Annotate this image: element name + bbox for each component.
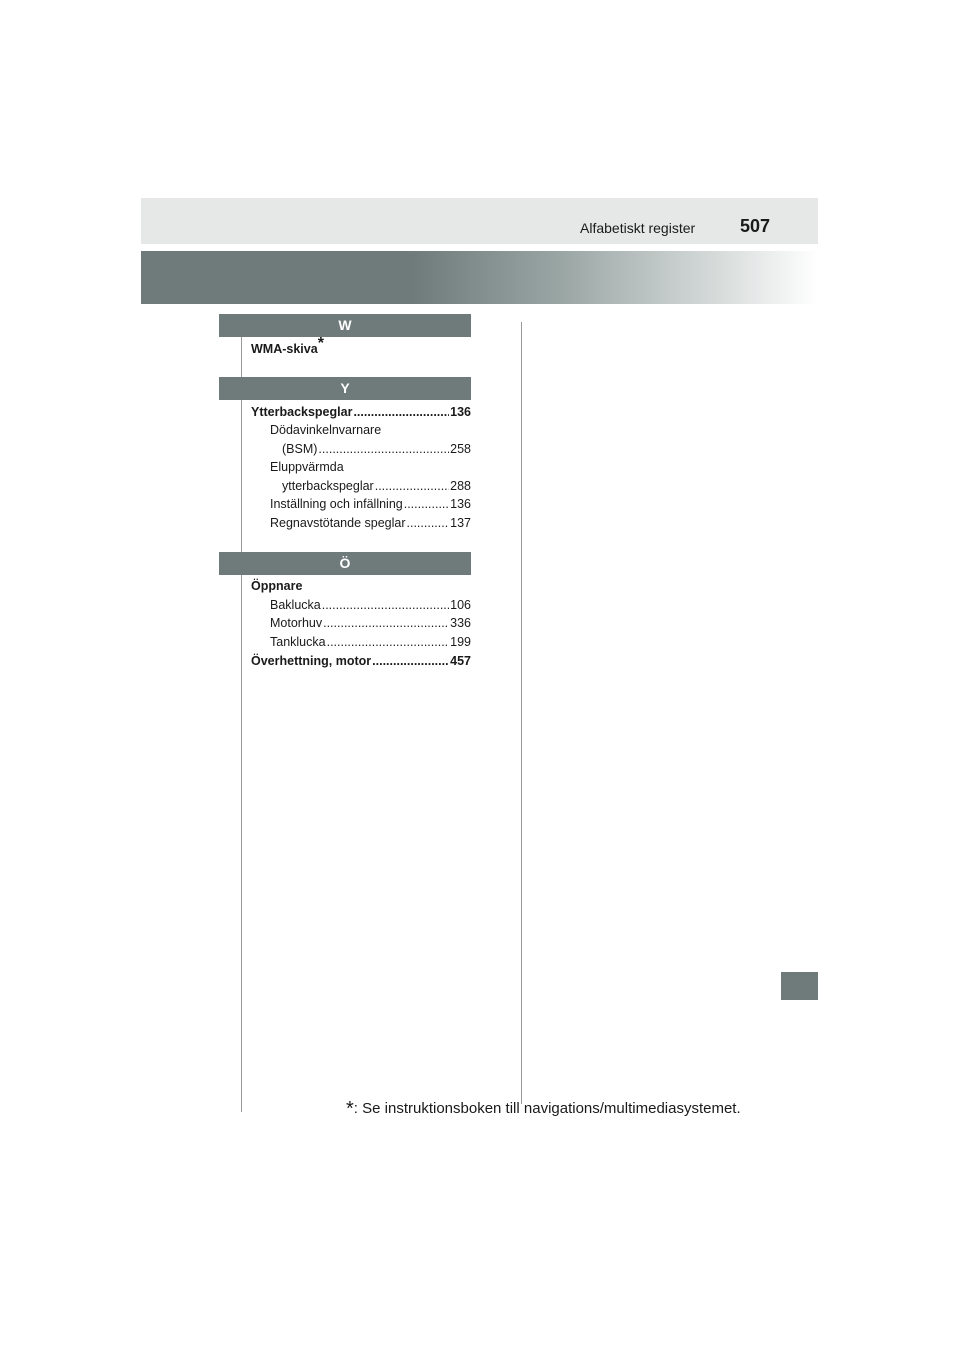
- entry-label: ytterbackspeglar: [282, 479, 374, 493]
- index-subentry-regnavstotande[interactable]: [270, 514, 471, 532]
- footnote-star: *: [317, 334, 324, 352]
- section-header-o: Ö: [219, 552, 471, 575]
- entry-page: 457: [450, 654, 471, 668]
- entry-label: WMA-skiva: [251, 342, 318, 356]
- entry-label: Motorhuv: [270, 616, 323, 630]
- index-subentry-dodavinkel: Dödavinkelnvarnare: [270, 423, 382, 437]
- dot-leader: [404, 495, 449, 513]
- dot-leader: [327, 633, 450, 651]
- dot-leader: [323, 614, 449, 632]
- dot-leader: [318, 440, 449, 458]
- index-subentry-ytterbackspeglar[interactable]: [282, 477, 471, 495]
- entry-page: 258: [450, 442, 471, 456]
- entry-label: Ytterbackspeglar: [251, 405, 353, 419]
- left-column-rule: [241, 336, 242, 1112]
- entry-label: Baklucka: [270, 598, 321, 612]
- header-band: [141, 198, 818, 244]
- page-number: 507: [740, 216, 771, 236]
- entry-label: Tanklucka: [270, 635, 326, 649]
- index-subentry-motorhuv[interactable]: [270, 614, 471, 632]
- entry-label: Inställning och infällning: [270, 497, 403, 511]
- entry-page: 288: [450, 479, 471, 493]
- entry-label: Överhettning, motor: [251, 654, 372, 668]
- entry-page: 336: [450, 616, 471, 630]
- index-entry-ytterbackspeglar[interactable]: [251, 403, 471, 421]
- index-entry-wma[interactable]: [251, 334, 324, 358]
- dot-leader: [372, 652, 449, 670]
- footnote: [346, 1098, 741, 1121]
- index-subentry-baklucka[interactable]: [270, 596, 471, 614]
- section-gradient-bar: [141, 251, 818, 304]
- index-subentry-bsm[interactable]: [282, 440, 471, 458]
- dot-leader: [375, 477, 449, 495]
- entry-page: 136: [450, 405, 471, 419]
- index-entry-overhettning[interactable]: [251, 652, 471, 670]
- entry-page: 106: [450, 598, 471, 612]
- footnote-star: *: [346, 1098, 354, 1120]
- footnote-text: : Se instruktionsboken till navigations/multimediasystemet.: [353, 1100, 741, 1117]
- header-title: Alfabetiskt register: [580, 220, 696, 236]
- section-header-y: Y: [219, 377, 471, 400]
- entry-page: 137: [450, 516, 471, 530]
- dot-leader: [353, 403, 449, 421]
- section-header-w: W: [219, 314, 471, 337]
- entry-label: (BSM): [282, 442, 318, 456]
- index-subentry-tanklucka[interactable]: [270, 633, 471, 651]
- dot-leader: [407, 514, 450, 532]
- index-subentry-eluppvarmda: Eluppvärmda: [270, 460, 344, 474]
- index-subentry-installning[interactable]: [270, 495, 471, 513]
- index-entry-oppnare: Öppnare: [251, 579, 303, 593]
- entry-page: 136: [450, 497, 471, 511]
- chapter-tab: [781, 972, 818, 1000]
- dot-leader: [322, 596, 449, 614]
- column-divider: [521, 322, 522, 1104]
- entry-label: Regnavstötande speglar: [270, 516, 406, 530]
- entry-page: 199: [450, 635, 471, 649]
